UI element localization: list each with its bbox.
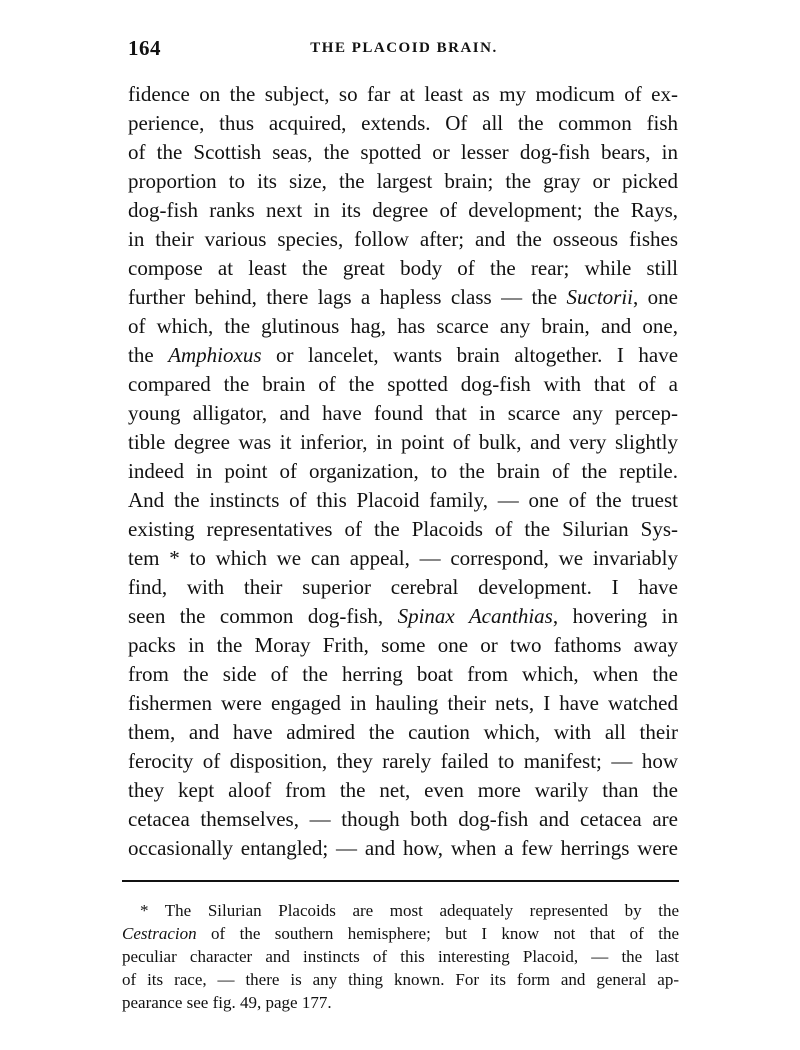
body-line: compose at least the great body of the rear; while still bbox=[128, 256, 678, 280]
body-line: them, and have admired the caution which, with all their bbox=[128, 720, 678, 744]
body-line: they kept aloof from the net, even more warily than the bbox=[128, 778, 678, 802]
body-line: in their various species, follow after; and the osseous fishes bbox=[128, 227, 678, 251]
footnote-line: peculiar character and instincts of this interesting Placoid, — the last bbox=[122, 947, 679, 966]
footnote-divider bbox=[122, 880, 679, 882]
body-line: cetacea themselves, — though both dog-fish and cetacea are bbox=[128, 807, 678, 831]
body-line: of which, the glutinous hag, has scarce any brain, and one, bbox=[128, 314, 678, 338]
body-line: packs in the Moray Frith, some one or two fathoms away bbox=[128, 633, 678, 657]
footnote-line: Cestracion of the southern hemisphere; but I know not that of the bbox=[122, 924, 679, 943]
footnote bbox=[122, 899, 679, 1014]
body-line: the Amphioxus or lancelet, wants brain altogether. I have bbox=[128, 343, 678, 367]
running-title: THE PLACOID BRAIN. bbox=[310, 40, 498, 56]
body-line: seen the common dog-fish, Spinax Acanthias, hovering in bbox=[128, 604, 678, 628]
body-line: indeed in point of organization, to the brain of the reptile. bbox=[128, 459, 678, 483]
body-line: of the Scottish seas, the spotted or lesser dog-fish bears, in bbox=[128, 140, 678, 164]
body-line: find, with their superior cerebral development. I have bbox=[128, 575, 678, 599]
body-line: occasionally entangled; — and how, when a few herrings were bbox=[128, 836, 678, 860]
body-line: from the side of the herring boat from which, when the bbox=[128, 662, 678, 686]
body-line: tem * to which we can appeal, — correspond, we invariably bbox=[128, 546, 678, 570]
page-number: 164 bbox=[128, 36, 161, 60]
body-line: compared the brain of the spotted dog-fish with that of a bbox=[128, 372, 678, 396]
italic-term: Spinax Acanthias bbox=[397, 604, 553, 628]
body-line: fidence on the subject, so far at least as my modicum of ex- bbox=[128, 82, 678, 106]
body-line: young alligator, and have found that in scarce any percep- bbox=[128, 401, 678, 425]
body-line: dog-fish ranks next in its degree of development; the Rays, bbox=[128, 198, 678, 222]
body-line: perience, thus acquired, extends. Of all the common fish bbox=[128, 111, 678, 135]
footnote-line: pearance see fig. 49, page 177. bbox=[122, 993, 332, 1012]
page-header bbox=[128, 36, 680, 60]
body-line: fishermen were engaged in hauling their nets, I have watched bbox=[128, 691, 678, 715]
italic-term: Cestracion bbox=[122, 924, 197, 943]
body-line: And the instincts of this Placoid family, — one of the truest bbox=[128, 488, 678, 512]
italic-term: Amphioxus bbox=[168, 343, 262, 367]
body-line: further behind, there lags a hapless class — the Suctorii, one bbox=[128, 285, 678, 309]
body-line: tible degree was it inferior, in point of bulk, and very slightly bbox=[128, 430, 678, 454]
body-line: existing representatives of the Placoids of the Silurian Sys- bbox=[128, 517, 678, 541]
body-line: ferocity of disposition, they rarely failed to manifest; — how bbox=[128, 749, 678, 773]
body-line: proportion to its size, the largest brain; the gray or picked bbox=[128, 169, 678, 193]
footnote-line: of its race, — there is any thing known. For its form and general ap- bbox=[122, 970, 679, 989]
body-text bbox=[128, 80, 678, 863]
italic-term: Suctorii bbox=[566, 285, 634, 309]
footnote-line: * The Silurian Placoids are most adequately represented by the bbox=[140, 901, 679, 920]
